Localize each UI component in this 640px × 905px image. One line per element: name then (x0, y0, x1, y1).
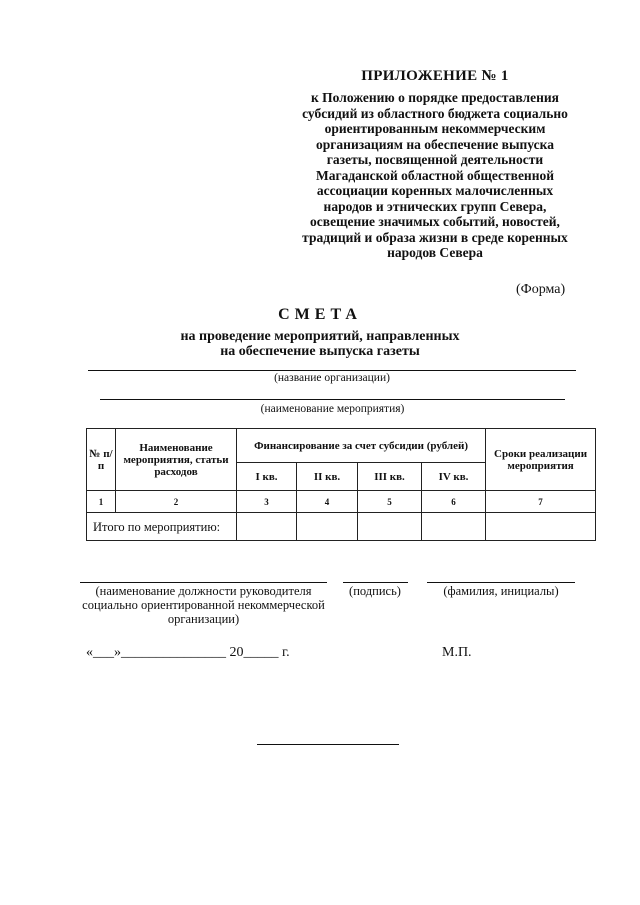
header-quarter-3: III кв. (358, 463, 422, 491)
estimate-subtitle-line: на проведение мероприятий, направленных (180, 329, 460, 344)
header-quarter-4: IV кв. (422, 463, 486, 491)
column-number: 5 (358, 491, 422, 513)
position-line[interactable] (80, 582, 327, 583)
total-quarter-3-cell[interactable] (358, 513, 422, 541)
appendix-line: народов и этнических групп Севера, (323, 198, 547, 214)
column-number: 6 (422, 491, 486, 513)
header-deadline: Сроки реализации мероприятия (486, 429, 596, 491)
appendix-line: освещение значимых событий, новостей, (310, 214, 560, 229)
total-quarter-1-cell[interactable] (237, 513, 297, 541)
event-name-line[interactable] (100, 399, 565, 400)
form-label: (Форма) (516, 282, 566, 297)
appendix-line: народов Севера (387, 245, 483, 260)
bottom-rule (257, 744, 399, 745)
signature-line[interactable] (343, 582, 408, 583)
stamp-label: М.П. (442, 645, 472, 660)
header-number: № п/п (87, 429, 116, 491)
total-deadline-cell[interactable] (486, 513, 596, 541)
signature-caption: (подпись) (349, 584, 401, 598)
column-number-row (87, 491, 596, 513)
appendix-line: ориентированным некоммерческим (324, 121, 546, 136)
total-quarter-2-cell[interactable] (297, 513, 358, 541)
date-line: «___»_______________ 20_____ г. (86, 645, 290, 660)
total-label: Итого по мероприятию: (87, 513, 237, 541)
header-quarter-1: I кв. (237, 463, 297, 491)
column-number: 4 (297, 491, 358, 513)
column-number: 2 (116, 491, 237, 513)
header-quarter-2: II кв. (297, 463, 358, 491)
appendix-title: ПРИЛОЖЕНИЕ № 1 (361, 68, 509, 84)
appendix-line: к Положению о порядке предоставления (311, 90, 559, 105)
budget-table (86, 428, 596, 541)
column-number: 3 (237, 491, 297, 513)
name-caption: (фамилия, инициалы) (443, 584, 559, 598)
appendix-description (280, 90, 590, 261)
header-name: Наименование мероприятия, статьи расходов (116, 429, 237, 491)
position-caption: (наименование должности руководителя социально ориентированной некоммерческой организации) (82, 584, 325, 626)
appendix-line: субсидий из областного бюджета социально (302, 105, 568, 121)
header-financing: Финансирование за счет субсидии (рублей) (237, 429, 486, 463)
appendix-line: ассоциации коренных малочисленных (316, 183, 554, 198)
estimate-subtitle-line: на обеспечение выпуска газеты (220, 344, 420, 359)
appendix-line: Магаданской областной общественной (315, 167, 555, 183)
org-name-line[interactable] (88, 370, 576, 371)
name-line[interactable] (427, 582, 575, 583)
event-name-caption: (наименование мероприятия) (260, 403, 405, 415)
estimate-subtitle (0, 329, 640, 359)
total-quarter-4-cell[interactable] (422, 513, 486, 541)
column-number: 7 (486, 491, 596, 513)
org-name-caption: (название организации) (274, 372, 390, 384)
total-row (87, 513, 596, 541)
appendix-line: организациям на обеспечение выпуска (316, 136, 554, 152)
appendix-line: газеты, посвященной деятельности (326, 152, 544, 167)
estimate-title: СМЕТА (278, 306, 362, 323)
appendix-line: традиций и образа жизни в среде коренных (302, 229, 568, 245)
column-number: 1 (87, 491, 116, 513)
